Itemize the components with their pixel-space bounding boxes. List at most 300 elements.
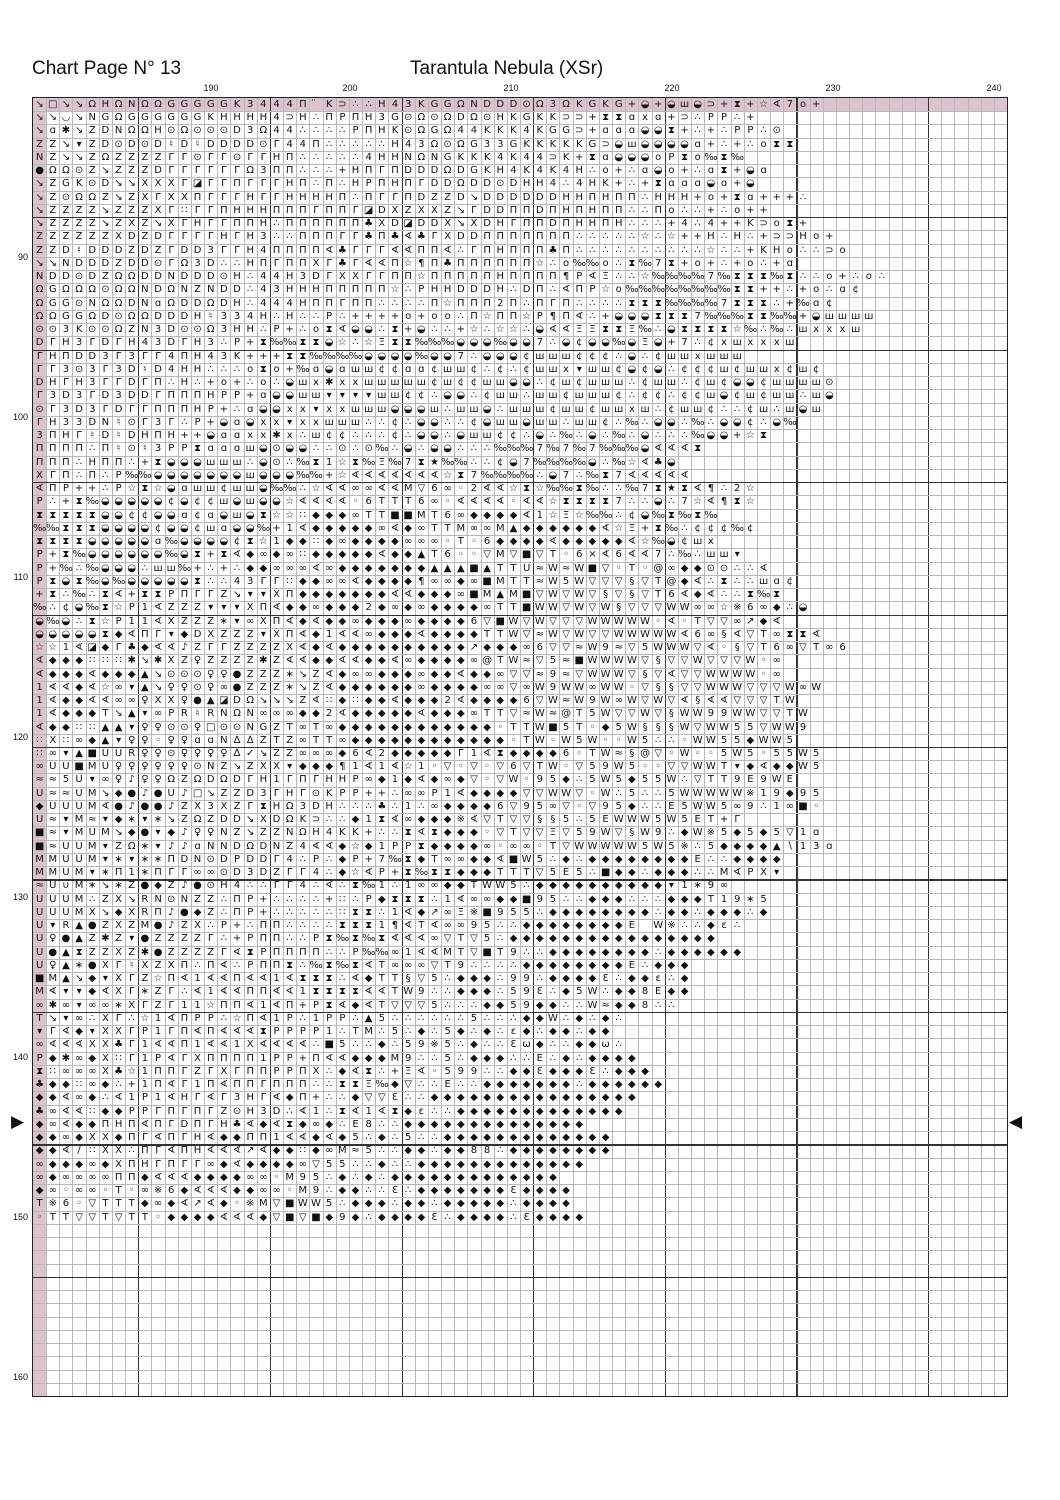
stitch-symbol: Χ <box>165 177 178 190</box>
stitch-symbol: W <box>625 628 638 641</box>
stitch-symbol: Ω <box>86 283 99 296</box>
stitch-symbol: ◆ <box>296 535 309 548</box>
stitch-symbol: ◆ <box>599 1052 612 1065</box>
stitch-symbol: ∴ <box>72 469 85 482</box>
stitch-symbol: Ζ <box>165 879 178 892</box>
stitch-symbol: Ζ <box>99 893 112 906</box>
stitch-symbol: ◆ <box>625 866 638 879</box>
stitch-symbol: E <box>744 773 757 786</box>
stitch-symbol: W <box>533 681 546 694</box>
stitch-symbol: D <box>33 376 46 389</box>
stitch-symbol: ▾ <box>336 389 349 402</box>
stitch-symbol: ◆ <box>625 946 638 959</box>
stitch-symbol: Η <box>86 456 99 469</box>
stitch-symbol: ◆ <box>72 1131 85 1144</box>
stitch-symbol: ∢ <box>638 548 651 561</box>
stitch-symbol: M <box>72 893 85 906</box>
stitch-symbol: E <box>599 813 612 826</box>
stitch-symbol: ∴ <box>72 562 85 575</box>
stitch-symbol: ∴ <box>270 906 283 919</box>
stitch-symbol: ◆ <box>441 628 454 641</box>
stitch-symbol: 6 <box>441 548 454 561</box>
stitch-symbol: ш <box>573 389 586 402</box>
stitch-symbol: ♣ <box>415 230 428 243</box>
stitch-symbol: ш <box>586 376 599 389</box>
stitch-symbol: ∢ <box>336 654 349 667</box>
stitch-symbol: W <box>533 707 546 720</box>
stitch-symbol: ∴ <box>309 310 322 323</box>
stitch-symbol: ◒ <box>204 429 217 442</box>
stitch-symbol: Η <box>612 217 625 230</box>
stitch-symbol: ◆ <box>507 1171 520 1184</box>
stitch-symbol: ∢ <box>72 1105 85 1118</box>
stitch-symbol: ∴ <box>244 297 257 310</box>
stitch-symbol: ◆ <box>599 1144 612 1157</box>
stitch-symbol: ◆ <box>678 946 691 959</box>
stitch-symbol: 9 <box>796 721 809 734</box>
stitch-symbol: ■ <box>507 853 520 866</box>
stitch-symbol: ∴ <box>507 1012 520 1025</box>
stitch-symbol: 9 <box>599 800 612 813</box>
stitch-symbol: 5 <box>678 813 691 826</box>
stitch-symbol: U <box>86 826 99 839</box>
stitch-symbol: W <box>691 734 704 747</box>
stitch-symbol: Χ <box>99 959 112 972</box>
stitch-symbol: ◆ <box>599 721 612 734</box>
stitch-symbol: ☆ <box>46 641 59 654</box>
stitch-symbol: ¢ <box>388 363 401 376</box>
stitch-symbol: D <box>481 98 494 111</box>
stitch-symbol: Γ <box>138 376 151 389</box>
stitch-symbol: ⧗ <box>283 1118 296 1131</box>
stitch-symbol: ↘ <box>204 787 217 800</box>
stitch-symbol: ↘ <box>125 177 138 190</box>
stitch-symbol: ∴ <box>125 1144 138 1157</box>
stitch-symbol: ∢ <box>520 495 533 508</box>
stitch-symbol: ∴ <box>638 495 651 508</box>
stitch-symbol: Γ <box>165 866 178 879</box>
stitch-symbol: Π <box>165 389 178 402</box>
stitch-symbol: ◒ <box>125 522 138 535</box>
stitch-symbol: ∴ <box>349 893 362 906</box>
stitch-symbol: ɑ <box>625 111 638 124</box>
stitch-symbol: ◆ <box>454 866 467 879</box>
stitch-symbol: x <box>823 323 836 336</box>
stitch-symbol: ¢ <box>717 376 730 389</box>
stitch-symbol: Ω <box>138 124 151 137</box>
stitch-symbol: ♣ <box>375 800 388 813</box>
stitch-symbol: ɑ <box>309 363 322 376</box>
stitch-symbol: ◒ <box>283 442 296 455</box>
stitch-symbol: ∞ <box>270 562 283 575</box>
stitch-symbol: ◆ <box>638 879 651 892</box>
stitch-symbol: Ω <box>296 826 309 839</box>
stitch-symbol: W <box>625 654 638 667</box>
stitch-symbol: § <box>652 654 665 667</box>
stitch-symbol: ‰ <box>573 456 586 469</box>
stitch-symbol: 7 <box>375 853 388 866</box>
stitch-symbol: Η <box>244 257 257 270</box>
stitch-symbol: ∢ <box>309 615 322 628</box>
stitch-symbol: ∴ <box>217 893 230 906</box>
stitch-symbol: ⧗ <box>191 548 204 561</box>
stitch-symbol: ◆ <box>402 1105 415 1118</box>
stitch-symbol: 1 <box>283 522 296 535</box>
stitch-symbol: ◒ <box>744 376 757 389</box>
stitch-symbol: ¢ <box>625 509 638 522</box>
stitch-symbol: ∴ <box>770 297 783 310</box>
stitch-symbol: W <box>546 694 559 707</box>
stitch-symbol: § <box>625 575 638 588</box>
stitch-symbol: ◆ <box>86 734 99 747</box>
stitch-symbol: ∞ <box>323 1144 336 1157</box>
stitch-symbol: + <box>230 919 243 932</box>
stitch-symbol: ◆ <box>86 707 99 720</box>
stitch-symbol: + <box>836 270 849 283</box>
stitch-symbol: ∢ <box>191 1184 204 1197</box>
stitch-symbol: ● <box>46 946 59 959</box>
stitch-symbol: 7 <box>533 442 546 455</box>
stitch-symbol: 9 <box>336 1211 349 1224</box>
stitch-symbol: ∴ <box>573 1025 586 1038</box>
stitch-symbol: ⊙ <box>204 853 217 866</box>
stitch-symbol: 3 <box>112 389 125 402</box>
gridline <box>33 1317 1007 1318</box>
stitch-symbol: ∴ <box>875 270 888 283</box>
stitch-symbol: Χ <box>191 1052 204 1065</box>
stitch-symbol: ◆ <box>467 694 480 707</box>
stitch-symbol: ∞ <box>46 1118 59 1131</box>
stitch-symbol: ∢ <box>362 999 375 1012</box>
stitch-symbol: 9 <box>415 985 428 998</box>
stitch-symbol: ▽ <box>691 773 704 786</box>
stitch-symbol: ∢ <box>573 310 586 323</box>
stitch-symbol: D <box>165 336 178 349</box>
stitch-symbol: W <box>665 773 678 786</box>
stitch-symbol: ◆ <box>441 588 454 601</box>
stitch-symbol: Π <box>415 244 428 257</box>
stitch-symbol: ☆ <box>546 495 559 508</box>
stitch-symbol: ∴ <box>717 230 730 243</box>
stitch-symbol: ☆ <box>441 469 454 482</box>
stitch-symbol: ◆ <box>230 1171 243 1184</box>
stitch-symbol: ∢ <box>151 1038 164 1051</box>
stitch-symbol: ◆ <box>336 601 349 614</box>
stitch-symbol: Γ <box>125 1052 138 1065</box>
stitch-symbol: Π <box>309 946 322 959</box>
stitch-symbol: ∢ <box>678 694 691 707</box>
stitch-symbol: ◒ <box>257 403 270 416</box>
stitch-symbol: 4 <box>270 111 283 124</box>
stitch-symbol: ◆ <box>507 1091 520 1104</box>
stitch-symbol: 4 <box>283 124 296 137</box>
stitch-symbol: Η <box>230 323 243 336</box>
stitch-symbol: P <box>375 866 388 879</box>
stitch-symbol: 4 <box>257 283 270 296</box>
stitch-symbol: ◒ <box>165 482 178 495</box>
stitch-symbol: 1 <box>151 1012 164 1025</box>
stitch-symbol: o <box>665 164 678 177</box>
stitch-symbol: ⧗ <box>428 866 441 879</box>
stitch-symbol: 3 <box>59 323 72 336</box>
stitch-symbol: ∢ <box>494 495 507 508</box>
stitch-symbol: + <box>704 257 717 270</box>
stitch-symbol: Γ <box>257 191 270 204</box>
stitch-symbol: Χ <box>257 615 270 628</box>
stitch-symbol: ◒ <box>796 403 809 416</box>
stitch-symbol: + <box>638 522 651 535</box>
stitch-symbol: ∴ <box>375 429 388 442</box>
stitch-symbol: ∴ <box>323 813 336 826</box>
stitch-symbol: Χ <box>757 866 770 879</box>
stitch-symbol: Ω <box>99 151 112 164</box>
stitch-symbol: ∴ <box>336 1025 349 1038</box>
stitch-symbol: ∢ <box>428 919 441 932</box>
stitch-symbol: 4 <box>165 350 178 363</box>
stitch-symbol: ◆ <box>415 1158 428 1171</box>
stitch-symbol: ∴ <box>652 323 665 336</box>
stitch-symbol: ш <box>810 403 823 416</box>
stitch-symbol: W <box>652 628 665 641</box>
stitch-symbol: + <box>731 257 744 270</box>
stitch-symbol: ↘ <box>283 694 296 707</box>
stitch-symbol: Ν <box>99 416 112 429</box>
stitch-symbol: 9 <box>546 668 559 681</box>
stitch-symbol: § <box>652 721 665 734</box>
stitch-symbol: Η <box>559 204 572 217</box>
stitch-symbol: ¢ <box>586 350 599 363</box>
stitch-symbol: ◆ <box>336 1065 349 1078</box>
stitch-symbol: ∴ <box>586 866 599 879</box>
stitch-symbol: ∴ <box>717 124 730 137</box>
stitch-symbol: Γ <box>178 217 191 230</box>
stitch-symbol: ◆ <box>612 919 625 932</box>
stitch-symbol: ∷ <box>86 721 99 734</box>
stitch-symbol: 9 <box>402 1052 415 1065</box>
stitch-symbol: ш <box>665 350 678 363</box>
stitch-symbol: Π <box>165 853 178 866</box>
stitch-symbol: ☆ <box>283 495 296 508</box>
stitch-symbol: ◆ <box>520 1065 533 1078</box>
stitch-symbol: ✱ <box>125 654 138 667</box>
stitch-symbol: x <box>283 429 296 442</box>
stitch-symbol: T <box>349 1025 362 1038</box>
stitch-symbol: ◆ <box>533 1211 546 1224</box>
stitch-symbol: ◆ <box>415 747 428 760</box>
stitch-symbol: ◆ <box>415 1184 428 1197</box>
stitch-symbol: + <box>388 866 401 879</box>
stitch-symbol: ▾ <box>86 773 99 786</box>
stitch-symbol: 5 <box>638 641 651 654</box>
stitch-symbol: ∴ <box>481 1038 494 1051</box>
stitch-symbol: Π <box>59 350 72 363</box>
stitch-symbol: ◆ <box>428 773 441 786</box>
stitch-symbol: W <box>638 826 651 839</box>
stitch-symbol: ∴ <box>323 866 336 879</box>
stitch-symbol: ⧗ <box>717 151 730 164</box>
stitch-symbol: ɑ <box>191 840 204 853</box>
stitch-symbol: ∴ <box>309 893 322 906</box>
stitch-symbol: ∖ <box>783 840 796 853</box>
stitch-symbol: W <box>599 826 612 839</box>
stitch-symbol: M <box>86 787 99 800</box>
stitch-symbol: ∴ <box>375 1118 388 1131</box>
stitch-symbol: 3 <box>86 403 99 416</box>
stitch-symbol: ∴ <box>428 985 441 998</box>
stitch-symbol: ∞ <box>586 681 599 694</box>
stitch-symbol: ◆ <box>336 747 349 760</box>
stitch-symbol: ∴ <box>388 1012 401 1025</box>
stitch-symbol: ⧗ <box>744 283 757 296</box>
stitch-symbol: T <box>270 734 283 747</box>
stitch-symbol: W <box>704 787 717 800</box>
stitch-symbol: Γ <box>191 1091 204 1104</box>
stitch-symbol: ‰ <box>586 482 599 495</box>
stitch-symbol: ♀ <box>138 694 151 707</box>
stitch-symbol: ⧗ <box>336 1105 349 1118</box>
stitch-symbol: ∢ <box>402 906 415 919</box>
stitch-symbol: ∞ <box>415 522 428 535</box>
stitch-symbol: R <box>204 707 217 720</box>
stitch-symbol: D <box>204 773 217 786</box>
stitch-symbol: ■ <box>481 946 494 959</box>
stitch-symbol: W <box>599 668 612 681</box>
stitch-symbol: ◆ <box>533 1131 546 1144</box>
stitch-symbol: ◦ <box>151 1211 164 1224</box>
stitch-symbol: ш <box>559 350 572 363</box>
stitch-symbol: 4 <box>467 124 480 137</box>
stitch-symbol: Π <box>283 204 296 217</box>
stitch-symbol: ◆ <box>441 1184 454 1197</box>
stitch-symbol: ☆ <box>744 482 757 495</box>
stitch-symbol: Χ <box>283 641 296 654</box>
stitch-symbol: ◦ <box>33 1211 46 1224</box>
stitch-symbol: ∴ <box>428 1197 441 1210</box>
stitch-symbol: ⊃ <box>783 230 796 243</box>
stitch-symbol: 7 <box>612 495 625 508</box>
stitch-symbol: T <box>717 760 730 773</box>
stitch-symbol: U <box>46 800 59 813</box>
stitch-symbol: ∞ <box>665 562 678 575</box>
stitch-symbol: Π <box>507 230 520 243</box>
stitch-symbol: D <box>230 124 243 137</box>
stitch-symbol: Ζ <box>138 164 151 177</box>
stitch-symbol: Η <box>336 773 349 786</box>
stitch-symbol: ↗ <box>191 1197 204 1210</box>
stitch-symbol: ◆ <box>559 946 572 959</box>
stitch-symbol: ◆ <box>625 853 638 866</box>
stitch-symbol: Ω <box>33 283 46 296</box>
stitch-symbol: ▽ <box>770 707 783 720</box>
stitch-symbol: ¢ <box>573 376 586 389</box>
stitch-symbol: ◆ <box>428 1171 441 1184</box>
stitch-symbol: 5 <box>533 800 546 813</box>
stitch-symbol: ∴ <box>283 919 296 932</box>
stitch-symbol: Η <box>244 323 257 336</box>
stitch-symbol: ◆ <box>415 1171 428 1184</box>
stitch-symbol: W <box>717 787 730 800</box>
stitch-symbol: ɑ <box>230 429 243 442</box>
stitch-symbol: ∴ <box>402 429 415 442</box>
stitch-symbol: Χ <box>151 694 164 707</box>
stitch-symbol: W <box>731 681 744 694</box>
stitch-symbol: ▽ <box>757 721 770 734</box>
stitch-symbol: ◆ <box>507 641 520 654</box>
stitch-symbol: Γ <box>138 350 151 363</box>
stitch-symbol: ♮ <box>138 363 151 376</box>
stitch-symbol: x <box>638 111 651 124</box>
stitch-symbol: P <box>349 853 362 866</box>
stitch-symbol: ¢ <box>467 363 480 376</box>
stitch-symbol: ♀ <box>165 681 178 694</box>
stitch-symbol: ◒ <box>625 350 638 363</box>
stitch-symbol: ♀ <box>178 681 191 694</box>
stitch-symbol: W <box>783 721 796 734</box>
stitch-symbol: 3 <box>151 336 164 349</box>
stitch-symbol: ▾ <box>125 932 138 945</box>
stitch-symbol: ∢ <box>810 628 823 641</box>
stitch-symbol: U <box>46 760 59 773</box>
stitch-symbol: U <box>33 919 46 932</box>
stitch-symbol: ◆ <box>454 1171 467 1184</box>
stitch-symbol: Κ <box>546 111 559 124</box>
stitch-symbol: ◒ <box>125 548 138 561</box>
stitch-symbol: o <box>810 283 823 296</box>
stitch-symbol: Π <box>191 191 204 204</box>
stitch-symbol: ¢ <box>520 363 533 376</box>
stitch-symbol: ∴ <box>415 1091 428 1104</box>
stitch-symbol: W <box>665 628 678 641</box>
stitch-symbol: x <box>309 416 322 429</box>
stitch-symbol: ‰ <box>796 297 809 310</box>
stitch-symbol: Π <box>533 244 546 257</box>
stitch-symbol: ☆ <box>283 509 296 522</box>
stitch-symbol: + <box>33 588 46 601</box>
stitch-symbol: ∴ <box>296 310 309 323</box>
stitch-symbol: 3 <box>59 403 72 416</box>
stitch-symbol: Ω <box>257 124 270 137</box>
stitch-symbol: ▽ <box>520 787 533 800</box>
stitch-symbol: ‰ <box>283 482 296 495</box>
stitch-symbol: ∴ <box>454 1052 467 1065</box>
stitch-symbol: 5 <box>586 760 599 773</box>
stitch-symbol: + <box>323 469 336 482</box>
stitch-symbol: + <box>388 1065 401 1078</box>
stitch-symbol: ⧗ <box>717 164 730 177</box>
stitch-symbol: ◆ <box>507 535 520 548</box>
stitch-symbol: Ζ <box>125 244 138 257</box>
stitch-symbol: ◆ <box>441 654 454 667</box>
stitch-symbol: ☆ <box>533 257 546 270</box>
stitch-symbol: Ζ <box>217 1105 230 1118</box>
stitch-symbol: ∢ <box>59 1038 72 1051</box>
stitch-symbol: + <box>125 1078 138 1091</box>
stitch-symbol: ∴ <box>72 615 85 628</box>
stitch-symbol: ◦ <box>665 747 678 760</box>
stitch-symbol: ◒ <box>230 495 243 508</box>
stitch-symbol: ∴ <box>362 138 375 151</box>
stitch-symbol: 5 <box>638 773 651 786</box>
stitch-symbol: P <box>217 389 230 402</box>
stitch-symbol: ∆ <box>230 734 243 747</box>
stitch-symbol: ◆ <box>323 509 336 522</box>
stitch-symbol: ∴ <box>428 1144 441 1157</box>
stitch-symbol: T <box>441 522 454 535</box>
stitch-symbol: ¢ <box>599 350 612 363</box>
stitch-symbol: ◆ <box>72 654 85 667</box>
stitch-symbol: ¢ <box>428 363 441 376</box>
stitch-symbol: Ζ <box>112 204 125 217</box>
